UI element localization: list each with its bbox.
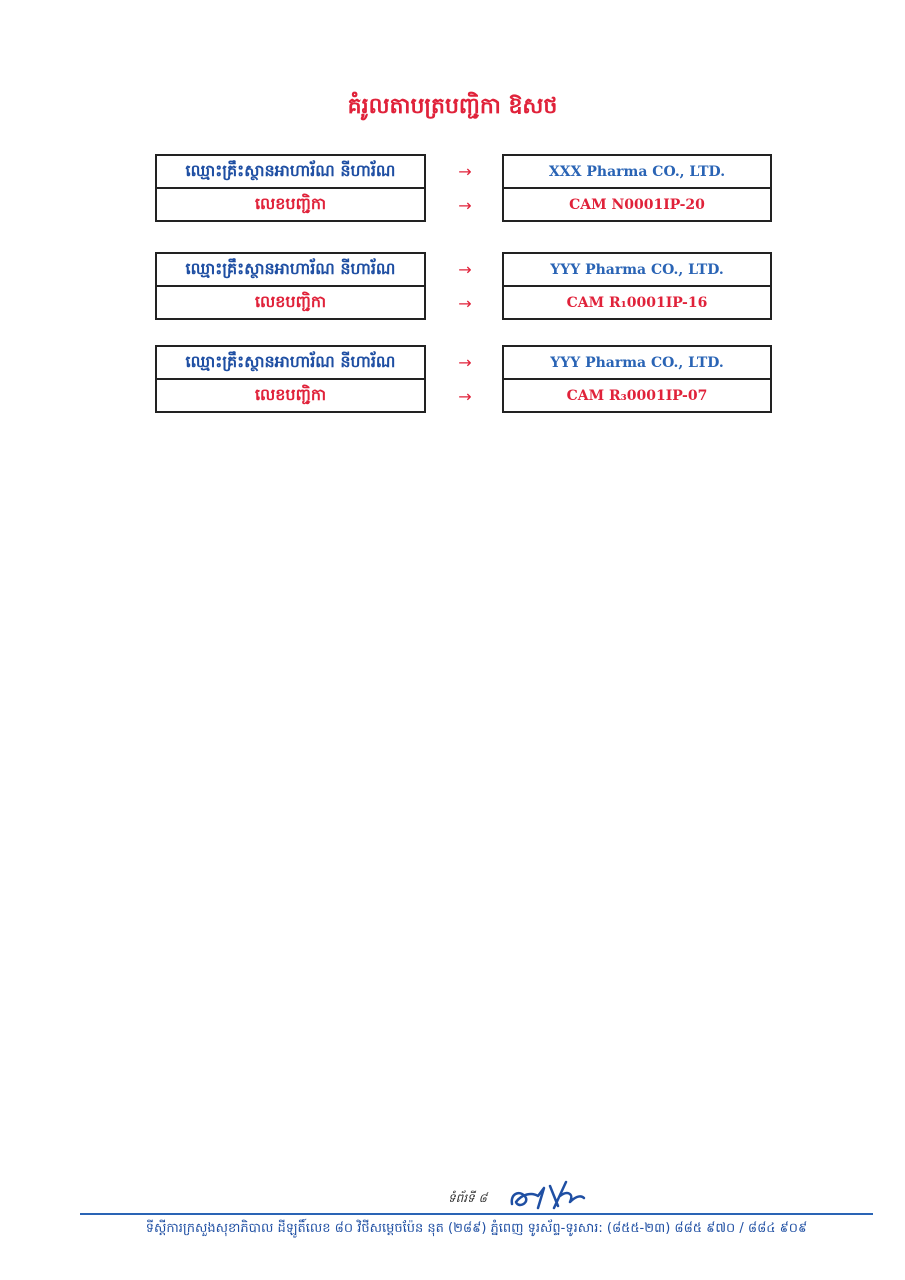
company-name: YYY Pharma CO., LTD. [550,261,724,278]
name-label: ឈ្មោះគ្រឹះស្ថានអាហារ័ណ នីហារ័ណ [185,160,396,180]
license-label: លេខបញ្ជិកា [157,285,424,318]
arrow-right-icon: → [458,260,472,279]
label-box [155,154,426,222]
page-title: គំរូលតាបត្របញ្ជិកា ឱសថ [347,94,558,119]
license-group-2 [155,252,775,320]
license-label: លេខបញ្ជិកា [157,378,424,411]
arrow-right-icon: → [458,196,472,215]
label-box [155,252,426,320]
label-box [155,345,426,413]
license-group-3 [155,345,775,413]
footer-divider [80,1213,873,1215]
footer-address: ទីស្តីការក្រសួងសុខាភិបាល ដីឡូតិ៍លេខ ៨០ វិថីសម្តេចប៉ែន នុត (២៨៩) ភ្នំពេញ ទូរស័ព្ទ-ទូរសារ: (៨៥៥-២៣) ៨៨៥ ៩៧០ / ៨៨៤ ៩០៩ [145,1221,808,1236]
name-label: ឈ្មោះគ្រឹះស្ថានអាហារ័ណ នីហារ័ណ [185,258,396,278]
license-group-1 [155,154,775,222]
license-label: លេខបញ្ជិកា [157,187,424,220]
page-number: ទំព័រទី ៨ [448,1191,487,1205]
value-box [502,154,772,222]
company-name: XXX Pharma CO., LTD. [548,163,726,180]
signature-image [508,1168,588,1216]
name-label: ឈ្មោះគ្រឹះស្ថានអាហារ័ណ នីហារ័ណ [185,351,396,371]
arrow-right-icon: → [458,353,472,372]
arrow-right-icon: → [458,162,472,181]
arrow-right-icon: → [458,387,472,406]
footer [0,1160,905,1280]
value-box [502,252,772,320]
company-name: YYY Pharma CO., LTD. [550,354,724,371]
license-number: CAM N0001IP-20 [504,187,770,220]
license-number: CAM R₃0001IP-07 [504,378,770,411]
arrow-right-icon: → [458,294,472,313]
value-box [502,345,772,413]
license-number: CAM R₁0001IP-16 [504,285,770,318]
